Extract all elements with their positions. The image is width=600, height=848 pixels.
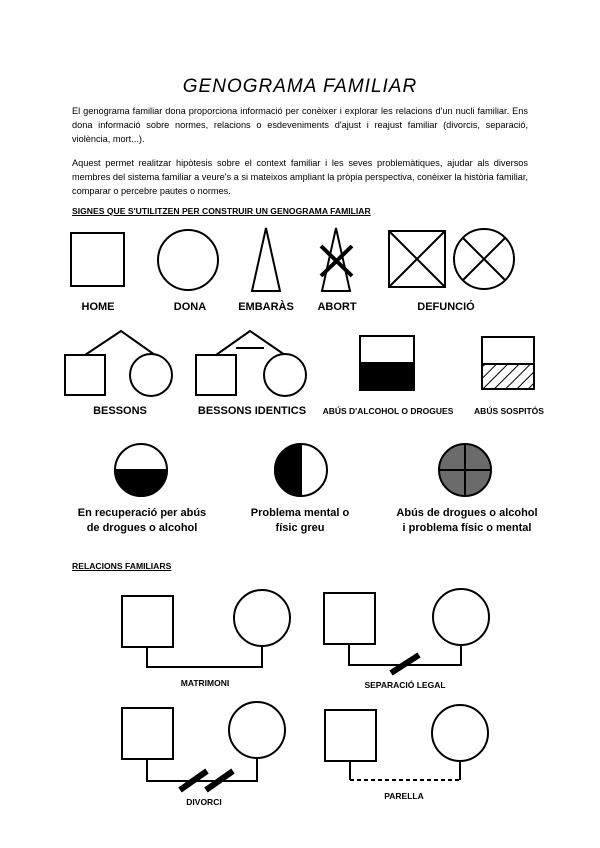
label-recuperacio-line1: En recuperació per abús [77,507,207,519]
pregnancy-triangle-icon [252,228,280,291]
label-dona: DONA [173,301,207,313]
label-defuncio: DEFUNCIÓ [417,301,475,313]
label-divorci: DIVORCI [186,797,222,807]
label-abort: ABORT [317,301,357,313]
label-recuperacio-line2: de drogues o alcohol [86,522,198,534]
intro-paragraph-1: El genograma familiar dona proporciona informació per conèixer i explorar les relacions d'un nucli familiar. Ens dona informació sobre normes, relacions o esdeveniments d'ajust i reajust familiar (divorcis, separació, violència, mort...). [72,106,528,144]
label-home: HOME [81,301,115,313]
label-separacio: SEPARACIÓ LEGAL [364,680,446,690]
identical-twins-icon [196,331,306,396]
label-parella: PARELLA [384,791,424,801]
man-square-icon [71,233,124,286]
partner-relation-icon [325,705,488,780]
label-abus-problema-line1: Abús de drogues o alcohol [396,507,538,519]
label-matrimoni: MATRIMONI [180,678,230,688]
deceased-woman-icon [454,229,514,289]
label-problema-line1: Problema mental o [250,507,350,519]
label-abus-alcohol: ABÚS D'ALCOHOL O DROGUES [322,406,454,416]
signs-section-heading: SIGNES QUE S'UTILITZEN PER CONSTRUIR UN GENOGRAMA FAMILIAR [72,206,371,216]
label-problema-line2: físic greu [275,522,325,534]
abortion-icon [321,228,352,291]
intro-paragraph-2: Aquest permet realitzar hipòtesis sobre el context familiar i les seves problemàtiques, ajudar als diversos membres del sistema familiar a veure's a si mateixos ampliant la pròpia perspectiva, conèixer la història familiar, comparar o percebre pautes o normes. [72,158,528,196]
page-title: GENOGRAMA FAMILIAR [182,76,418,97]
mental-physical-problem-icon [275,444,327,496]
recovery-icon [115,444,167,496]
label-embaras: EMBARÀS [238,301,294,313]
woman-circle-icon [158,230,218,290]
abuse-and-problem-icon [439,444,491,496]
divorce-relation-icon [122,702,285,790]
label-abus-problema-line2: i problema físic o mental [402,522,532,534]
marriage-relation-icon [122,590,290,667]
alcohol-drug-abuse-icon [360,336,414,390]
deceased-man-icon [389,231,445,287]
twins-icon [65,331,172,396]
legal-separation-relation-icon [324,589,489,673]
label-bessons-identics: BESSONS IDENTICS [197,405,307,417]
suspected-abuse-icon [482,337,534,389]
label-bessons: BESSONS [93,405,147,417]
relations-section-heading: RELACIONS FAMILIARS [72,561,172,571]
label-abus-sospitos: ABÚS SOSPITÓS [474,406,544,416]
